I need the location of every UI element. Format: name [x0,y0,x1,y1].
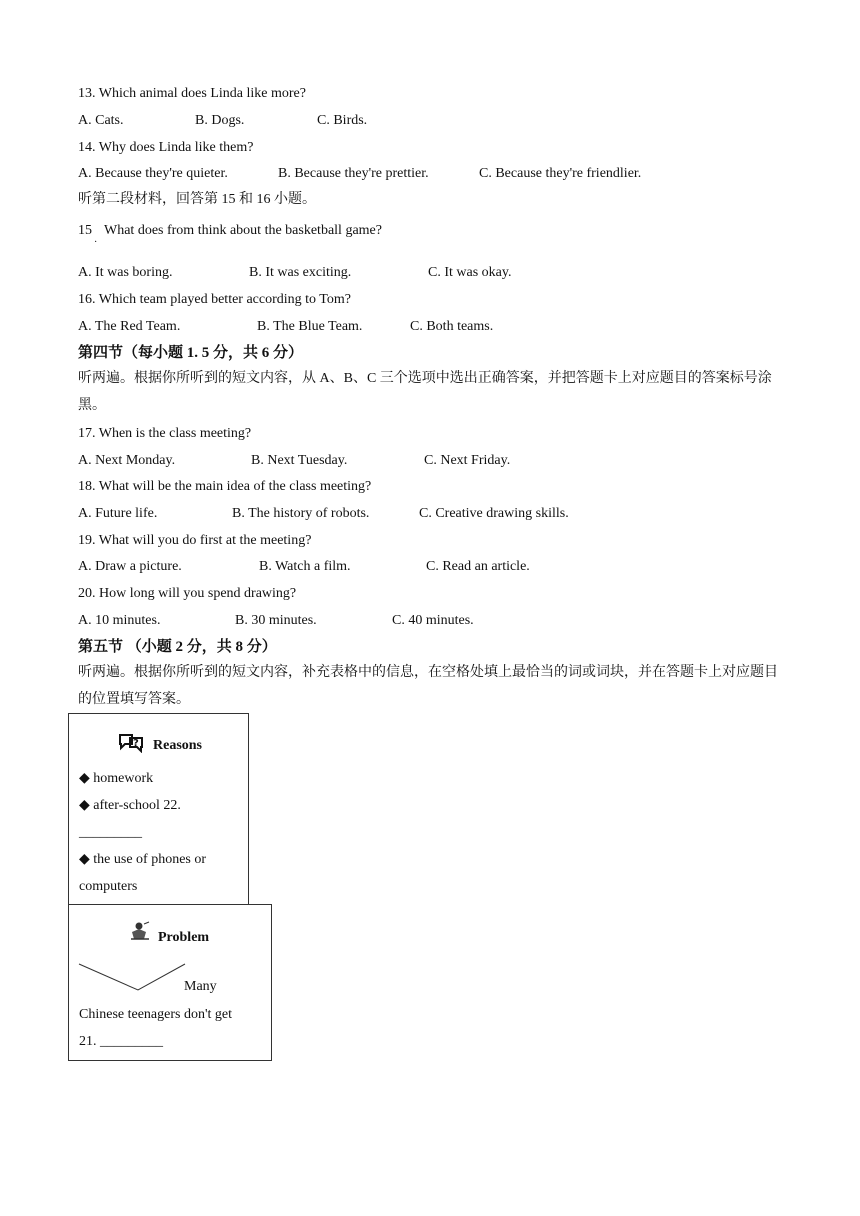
blank-22: _________ [79,825,142,840]
question-14: 14. Why does Linda like them? [78,140,254,155]
question-20: 20. How long will you spend drawing? [78,586,297,601]
q14-option-c: C. Because they're friendlier. [479,166,642,181]
q14-option-a: A. Because they're quieter. [78,166,228,181]
q19-option-a: A. Draw a picture. [78,559,182,574]
q18-option-a: A. Future life. [78,506,158,521]
blank-21: 21. _________ [79,1034,163,1049]
q17-option-a: A. Next Monday. [78,453,176,468]
section-4-heading: 第四节（每小题 1. 5 分，共 6 分） [78,345,304,361]
reasons-title: Reasons [153,738,203,753]
q13-option-b: B. Dogs. [195,113,245,128]
question-17: 17. When is the class meeting? [78,426,252,441]
q15-option-b: B. It was exciting. [249,265,352,280]
q13-option-a: A. Cats. [78,113,124,128]
reasons-item-text: after-school 22. [93,798,181,813]
question-chat-icon [116,731,146,753]
question-18: 18. What will be the main idea of the class meeting? [78,479,372,494]
q19-option-b: B. Watch a film. [259,559,351,574]
student-figure-icon [129,921,151,941]
reasons-box [68,713,249,907]
q16-option-b: B. The Blue Team. [257,319,363,334]
q14-option-b: B. Because they're prettier. [278,166,429,181]
q18-option-c: C. Creative drawing skills. [419,506,569,521]
bullet-diamond: ◆ [79,771,90,786]
bullet-diamond: ◆ [79,852,90,867]
q16-option-a: A. The Red Team. [78,319,181,334]
q19-option-c: C. Read an article. [426,559,530,574]
section-4-instruction: 听两遍。根据你所听到的短文内容，从 A、B、C 三个选项中选出正确答案，并把答题卡上对应题目的答案标号涂黑。 [78,371,772,413]
chevron-line-shape [78,961,186,993]
q16-option-c: C. Both teams. [410,319,494,334]
q17-option-c: C. Next Friday. [424,453,511,468]
q15-option-c: C. It was okay. [428,265,512,280]
section-5-heading: 第五节 （小题 2 分，共 8 分） [78,639,277,655]
dialog2-instruction: 听第二段材料，回答第 15 和 16 小题。 [78,192,316,207]
problem-word-many: Many [184,979,217,994]
bullet-diamond: ◆ [79,798,90,813]
q20-option-c: C. 40 minutes. [392,613,474,628]
question-13: 13. Which animal does Linda like more? [78,86,306,101]
q15-option-a: A. It was boring. [78,265,173,280]
svg-text:?: ? [133,738,139,749]
question-16: 16. Which team played better according to Tom? [78,292,351,307]
reasons-item-text: homework [93,771,154,786]
q20-option-a: A. 10 minutes. [78,613,161,628]
reasons-item-computers: computers [79,879,138,894]
problem-title: Problem [158,930,210,945]
q20-option-b: B. 30 minutes. [235,613,317,628]
number-dot: · [94,237,98,248]
reasons-item-text: the use of phones or [93,852,207,867]
section-5-instruction: 听两遍。根据你所听到的短文内容，补充表格中的信息，在空格处填上最恰当的词或词块，并在答题卡上对应题目的位置填写答案。 [78,665,778,707]
reasons-item-after-school [79,797,181,815]
question-15-number: 15 [78,223,92,238]
problem-line-2: Chinese teenagers don't get [79,1007,232,1022]
q13-option-c: C. Birds. [317,113,368,128]
question-15: What does from think about the basketball game? [104,223,382,238]
question-19: 19. What will you do first at the meeting? [78,533,312,548]
q17-option-b: B. Next Tuesday. [251,453,348,468]
problem-box [68,904,272,1061]
reasons-item-phones [79,851,206,869]
reasons-item-homework [79,770,153,788]
q18-option-b: B. The history of robots. [232,506,370,521]
